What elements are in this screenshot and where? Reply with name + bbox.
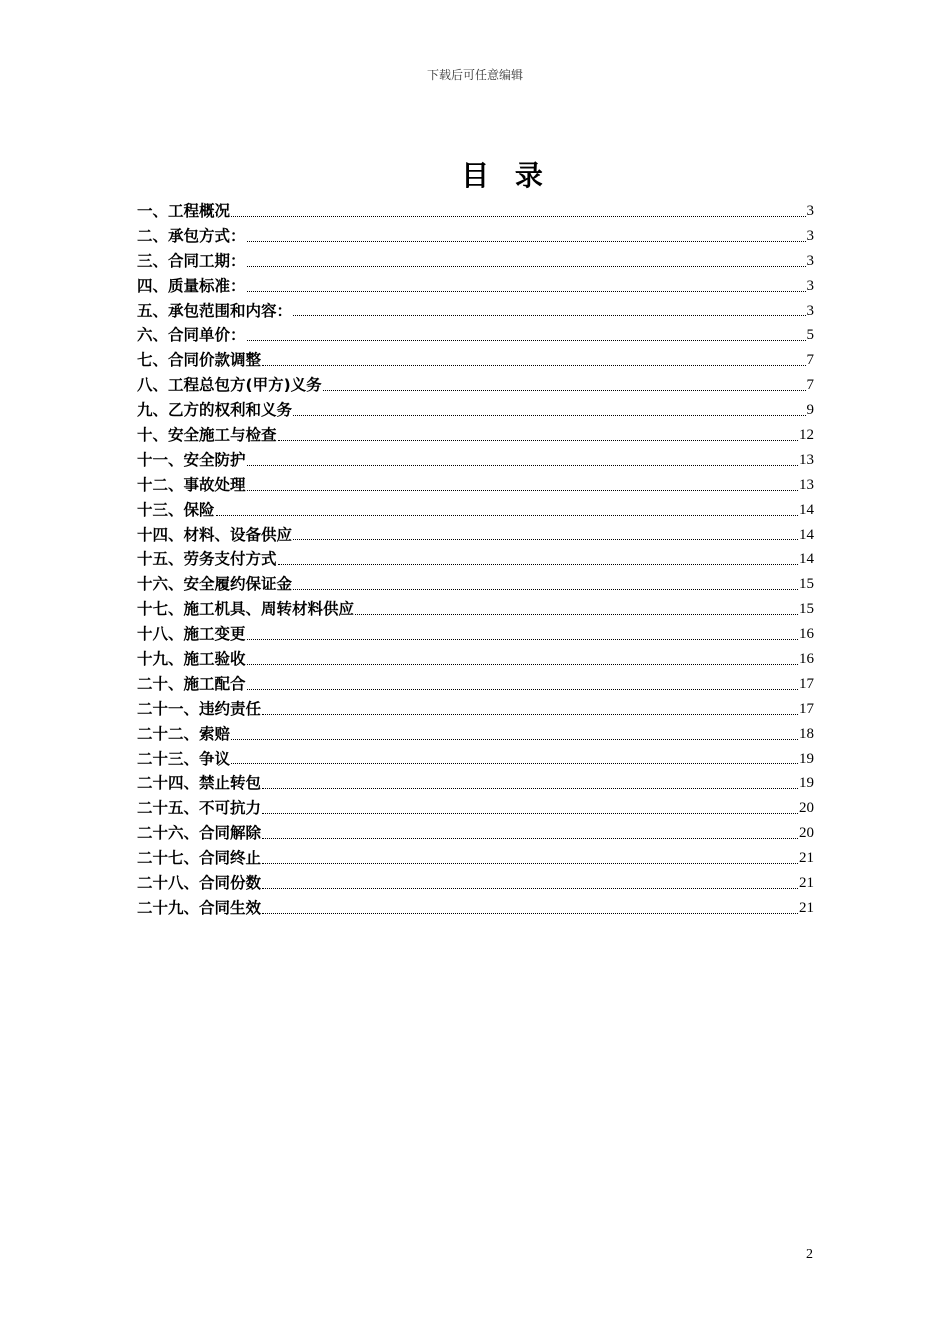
toc-entry-page: 21 [799,899,814,916]
toc-dot-leader [247,465,798,466]
toc-entry-page: 16 [799,651,814,668]
toc-entry-label: 十七、施工机具、周转材料供应 [137,600,355,619]
toc-entry[interactable] [137,249,814,274]
toc-entry-label: 二十一、违约责任 [137,699,262,718]
toc-entry[interactable] [137,796,814,821]
toc-dot-leader [216,515,798,516]
toc-entry-page: 16 [799,626,814,643]
toc-entry[interactable] [137,373,814,398]
toc-entry-page: 3 [806,302,814,319]
toc-entry[interactable] [137,348,814,373]
toc-entry-label: 二十七、合同终止 [137,849,262,868]
toc-dot-leader [278,440,798,441]
toc-entry-label: 二十四、禁止转包 [137,774,262,793]
toc-entry[interactable] [137,498,814,523]
toc-entry-page: 3 [806,227,814,244]
toc-entry-page: 3 [806,252,814,269]
toc-entry-label: 十四、材料、设备供应 [137,525,293,544]
page-header: 下载后可任意编辑 [426,68,523,82]
toc-dot-leader [231,763,798,764]
toc-title: 目 录 [461,159,551,192]
toc-entry-page: 17 [799,700,814,717]
toc-entry-page: 14 [799,526,814,543]
toc-dot-leader [262,888,798,889]
toc-entry-page: 12 [799,427,814,443]
toc-entry[interactable] [137,647,814,672]
toc-entry-page: 15 [799,601,814,618]
toc-entry[interactable] [137,597,814,622]
toc-entry-label: 一、工程概况 [137,201,231,220]
toc-entry-page: 13 [799,476,814,493]
toc-entry[interactable] [137,523,814,548]
toc-entry[interactable] [137,547,814,572]
toc-entry-page: 14 [799,551,814,568]
toc-entry[interactable] [137,423,814,448]
toc-entry-label: 十二、事故处理 [137,475,246,494]
toc-entry-page: 18 [799,725,814,742]
toc-entry[interactable] [137,697,814,722]
toc-entry-label: 二十五、不可抗力 [137,799,262,818]
toc-entry[interactable] [137,722,814,747]
toc-dot-leader [262,365,805,366]
toc-dot-leader [293,315,805,316]
toc-dot-leader [231,739,798,740]
toc-entry[interactable] [137,771,814,796]
toc-dot-leader [247,291,806,292]
toc-entry[interactable] [137,199,814,224]
toc-entry[interactable] [137,224,814,249]
toc-entry[interactable] [137,448,814,473]
toc-entry[interactable] [137,871,814,896]
toc-entry-page: 15 [799,576,814,593]
toc-entry-label: 五、承包范围和内容： [137,301,293,320]
toc-dot-leader [293,539,798,540]
toc-dot-leader [262,913,798,914]
toc-entry-label: 二十二、索赔 [137,724,231,743]
toc-entry-label: 十、安全施工与检查 [137,426,277,444]
toc-entry-label: 十五、劳务支付方式 [137,550,277,569]
toc-entry[interactable] [137,274,814,299]
toc-dot-leader [247,689,798,690]
toc-dot-leader [262,838,798,839]
toc-entry-page: 20 [799,800,814,817]
toc-entry[interactable] [137,323,814,348]
toc-dot-leader [262,863,798,864]
toc-entry[interactable] [137,398,814,423]
toc-entry-label: 九、乙方的权利和义务 [137,401,293,420]
toc-entry[interactable] [137,473,814,498]
toc-entry-label: 八、工程总包方(甲方)义务 [137,376,322,395]
toc-entry-page: 7 [806,352,814,369]
toc-entry-page: 7 [806,377,814,394]
toc-entry-label: 十九、施工验收 [137,650,246,669]
toc-entry[interactable] [137,622,814,647]
page-number: 2 [806,1247,813,1262]
toc-entry-label: 二十六、合同解除 [137,824,262,843]
toc-entry-label: 四、质量标准： [137,276,246,295]
toc-dot-leader [262,788,798,789]
toc-entry-page: 17 [799,675,814,692]
toc-entry-page: 14 [799,501,814,518]
toc-dot-leader [247,340,806,341]
toc-entry-label: 十六、安全履约保证金 [137,575,293,594]
toc-dot-leader [231,216,805,217]
toc-entry-label: 二十九、合同生效 [137,898,262,917]
toc-entry[interactable] [137,821,814,846]
toc-entry-page: 20 [799,825,814,842]
toc-entry-label: 二十、施工配合 [137,674,246,693]
toc-dot-leader [278,564,798,565]
toc-dot-leader [247,490,798,491]
toc-entry[interactable] [137,896,814,921]
toc-entry[interactable] [137,846,814,871]
toc-entry-page: 5 [806,327,814,344]
toc-entry-label: 十三、保险 [137,500,215,519]
toc-entry[interactable] [137,747,814,772]
toc-entry-page: 9 [806,402,814,419]
toc-dot-leader [355,614,798,615]
toc-dot-leader [262,813,798,814]
toc-entry-page: 21 [799,850,814,867]
toc-entry-label: 六、合同单价： [137,326,246,345]
toc-entry-label: 十八、施工变更 [137,625,246,644]
toc-entry-page: 19 [799,775,814,792]
table-of-contents [137,199,814,921]
toc-entry-page: 19 [799,750,814,767]
toc-entry-page: 21 [799,875,814,892]
toc-entry-label: 二十三、争议 [137,749,231,768]
toc-dot-leader [293,415,805,416]
toc-entry-label: 二、承包方式： [137,226,246,245]
toc-entry-label: 二十八、合同份数 [137,874,262,893]
toc-dot-leader [293,589,798,590]
toc-entry[interactable] [137,299,814,324]
toc-entry-page: 13 [799,451,814,468]
toc-dot-leader [247,266,806,267]
toc-entry-label: 十一、安全防护 [137,450,246,469]
toc-dot-leader [323,390,806,391]
toc-entry-label: 三、合同工期： [137,251,246,270]
toc-entry-page: 3 [806,277,814,294]
toc-entry[interactable] [137,572,814,597]
toc-dot-leader [247,664,798,665]
toc-entry-page: 3 [806,202,814,219]
toc-dot-leader [247,241,806,242]
toc-dot-leader [262,714,798,715]
toc-entry-label: 七、合同价款调整 [137,351,262,370]
toc-entry[interactable] [137,672,814,697]
toc-dot-leader [247,639,798,640]
